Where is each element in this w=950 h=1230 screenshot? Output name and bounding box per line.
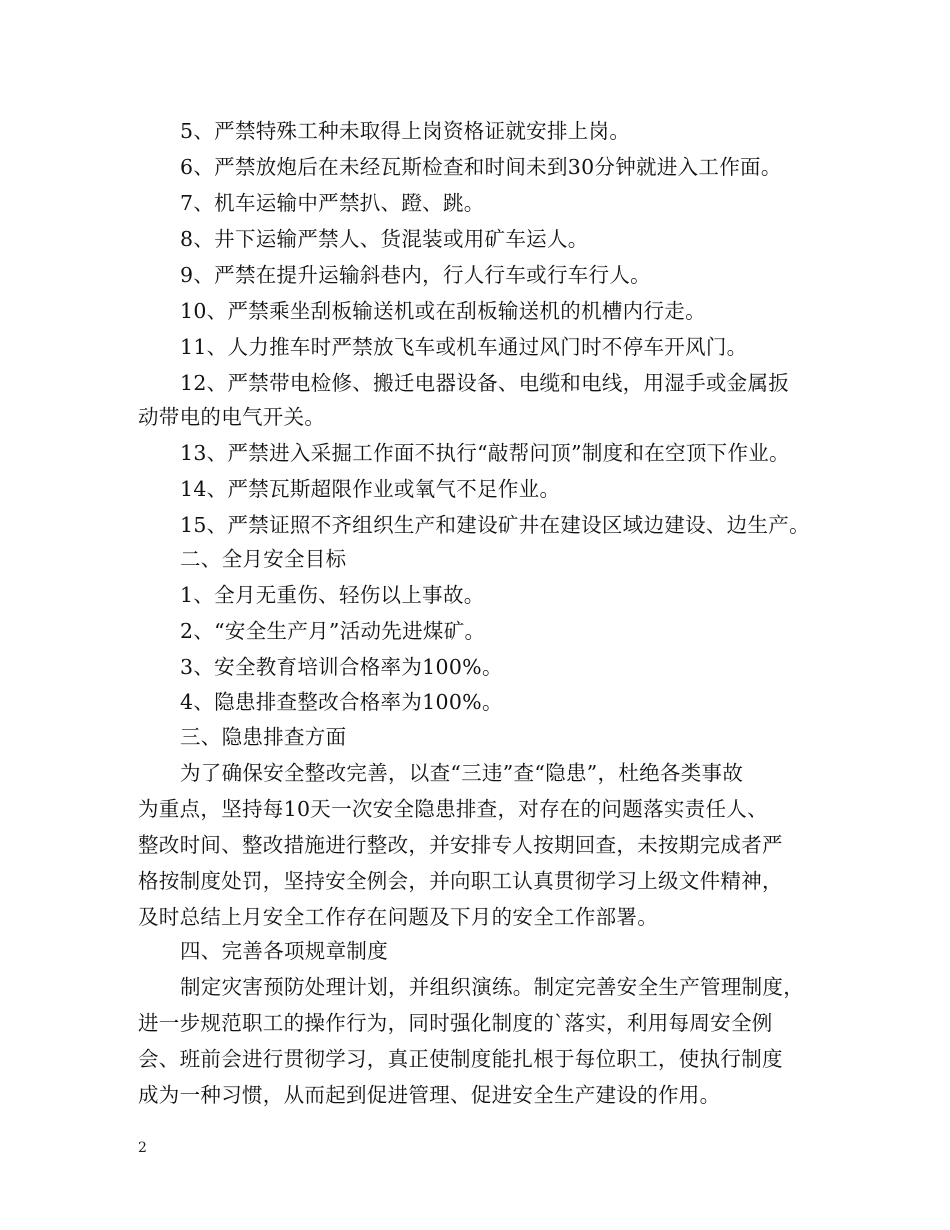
goal-item-1: 1、全月无重伤、轻伤以上事故。 [180, 583, 485, 607]
rule-item-14: 14、严禁瓦斯超限作业或氧气不足作业。 [180, 477, 561, 501]
paragraph-3-line-2: 为重点，坚持每10天一次安全隐患排查，对存在的问题落实责任人、 [138, 797, 768, 821]
goal-item-3: 3、安全教育培训合格率为100%。 [180, 655, 503, 679]
section-heading-3: 三、隐患排查方面 [180, 725, 347, 749]
goal-item-4: 4、隐患排查整改合格率为100%。 [180, 690, 503, 714]
section-heading-2: 二、全月安全目标 [180, 547, 347, 571]
rule-item-11: 11、人力推车时严禁放飞车或机车通过风门时不停车开风门。 [180, 335, 748, 359]
rule-item-8: 8、井下运输严禁人、货混装或用矿车运人。 [180, 227, 589, 251]
paragraph-4-line-1: 制定灾害预防处理计划，并组织演练。制定完善安全生产管理制度， [180, 975, 804, 999]
section-heading-4: 四、完善各项规章制度 [180, 939, 388, 963]
paragraph-3-line-5: 及时总结上月安全工作存在问题及下月的安全工作部署。 [138, 905, 658, 929]
paragraph-4-line-2: 进一步规范职工的操作行为，同时强化制度的`落实，利用每周安全例 [138, 1011, 773, 1035]
rule-item-13: 13、严禁进入采掘工作面不执行“敲帮问顶”制度和在空顶下作业。 [180, 441, 790, 465]
paragraph-3-line-3: 整改时间、整改措施进行整改，并安排专人按期回查，未按期完成者严 [138, 833, 783, 857]
paragraph-4-line-4: 成为一种习惯，从而起到促进管理、促进安全生产建设的作用。 [138, 1083, 721, 1107]
rule-item-12-cont: 动带电的电气开关。 [138, 405, 326, 429]
rule-item-6: 6、严禁放炮后在未经瓦斯检查和时间未到30分钟就进入工作面。 [180, 155, 782, 179]
rule-item-12: 12、严禁带电检修、搬迁电器设备、电缆和电线，用湿手或金属扳 [180, 371, 790, 395]
rule-item-10: 10、严禁乘坐刮板输送机或在刮板输送机的机槽内行走。 [180, 299, 706, 323]
paragraph-3-line-4: 格按制度处罚，坚持安全例会，并向职工认真贯彻学习上级文件精神， [138, 869, 783, 893]
paragraph-4-line-3: 会、班前会进行贯彻学习，真正使制度能扎根于每位职工，使执行制度 [138, 1047, 783, 1071]
goal-item-2: 2、“安全生产月”活动先进煤矿。 [180, 619, 486, 643]
rule-item-5: 5、严禁特殊工种未取得上岗资格证就安排上岗。 [180, 119, 631, 143]
rule-item-9: 9、严禁在提升运输斜巷内，行人行车或行车行人。 [180, 263, 651, 287]
rule-item-7: 7、机车运输中严禁扒、蹬、跳。 [180, 191, 485, 215]
paragraph-3-line-1: 为了确保安全整改完善，以查“三违”查“隐患”，杜绝各类事故 [180, 761, 744, 785]
page-number: 2 [138, 1140, 147, 1156]
rule-item-15: 15、严禁证照不齐组织生产和建设矿井在建设区域边建设、边生产。 [180, 513, 810, 537]
